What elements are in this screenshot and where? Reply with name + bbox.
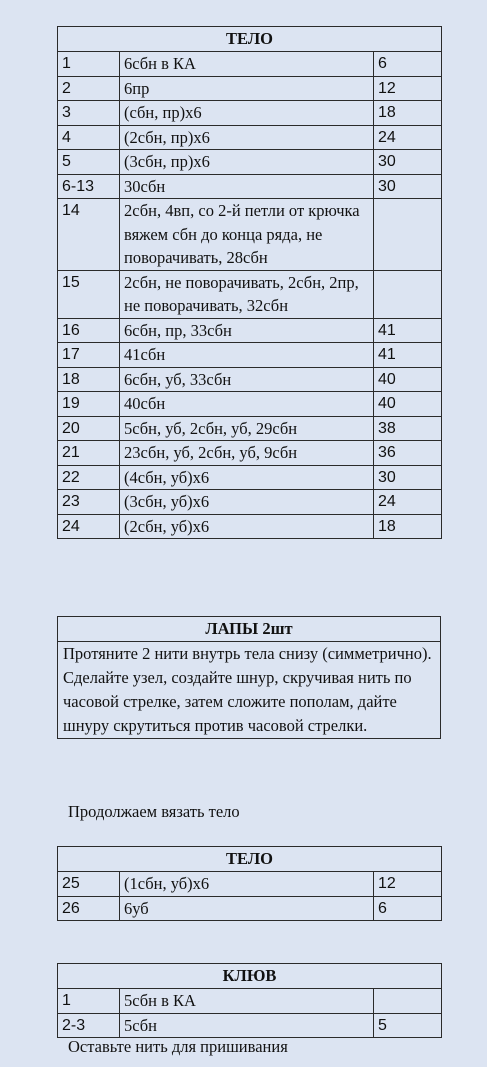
table-title: ТЕЛО [58, 847, 442, 872]
row-instruction: 6сбн, пр, 33сбн [120, 318, 374, 343]
row-number: 22 [58, 465, 120, 490]
table-row [58, 318, 442, 343]
table-row [58, 101, 442, 126]
stitch-count: 12 [374, 872, 442, 897]
table-row [58, 989, 442, 1014]
stitch-count: 30 [374, 465, 442, 490]
table-row [58, 490, 442, 515]
table-row [58, 441, 442, 466]
row-instruction: 6уб [120, 896, 374, 921]
row-instruction: (сбн, пр)х6 [120, 101, 374, 126]
paws-instructions: Протяните 2 нити внутрь тела снизу (симметрично). Сделайте узел, создайте шнур, скручивая нить по часовой стрелке, затем сложите пополам, дайте шнуру скрутиться против часовой стрелки. [58, 642, 441, 739]
row-instruction: (2сбн, уб)х6 [120, 514, 374, 539]
stitch-count: 30 [374, 150, 442, 175]
table-row [58, 199, 442, 271]
beak-table-rows [58, 989, 442, 1038]
row-instruction: 2сбн, не поворачивать, 2сбн, 2пр, не поворачивать, 32сбн [120, 270, 374, 318]
stitch-count: 24 [374, 125, 442, 150]
body-table-rows [58, 52, 442, 539]
row-instruction: 6пр [120, 76, 374, 101]
paws-table [57, 616, 441, 739]
table-row [58, 76, 442, 101]
row-number: 19 [58, 392, 120, 417]
stitch-count: 24 [374, 490, 442, 515]
stitch-count: 6 [374, 52, 442, 77]
row-number: 2-3 [58, 1013, 120, 1038]
row-number: 1 [58, 989, 120, 1014]
row-number: 24 [58, 514, 120, 539]
table-row [58, 343, 442, 368]
row-number: 1 [58, 52, 120, 77]
row-instruction: 6сбн, уб, 33сбн [120, 367, 374, 392]
row-number: 23 [58, 490, 120, 515]
row-number: 5 [58, 150, 120, 175]
stitch-count: 18 [374, 514, 442, 539]
table-row [58, 514, 442, 539]
body-continued-table [57, 846, 442, 921]
row-number: 21 [58, 441, 120, 466]
row-instruction: 5сбн [120, 1013, 374, 1038]
stitch-count: 40 [374, 367, 442, 392]
row-instruction: 23сбн, уб, 2сбн, уб, 9сбн [120, 441, 374, 466]
table-title: ЛАПЫ 2шт [58, 617, 441, 642]
row-instruction: 30сбн [120, 174, 374, 199]
table-row [58, 52, 442, 77]
row-instruction: 5сбн в КА [120, 989, 374, 1014]
stitch-count [374, 989, 442, 1014]
row-number: 14 [58, 199, 120, 271]
table-row [58, 872, 442, 897]
row-number: 4 [58, 125, 120, 150]
row-instruction: 2сбн, 4вп, со 2-й петли от крючка вяжем сбн до конца ряда, не поворачивать, 28сбн [120, 199, 374, 271]
stitch-count [374, 270, 442, 318]
stitch-count: 5 [374, 1013, 442, 1038]
row-number: 25 [58, 872, 120, 897]
stitch-count: 41 [374, 318, 442, 343]
row-number: 2 [58, 76, 120, 101]
table-row [58, 465, 442, 490]
stitch-count: 40 [374, 392, 442, 417]
stitch-count: 36 [374, 441, 442, 466]
row-number: 17 [58, 343, 120, 368]
row-instruction: 41сбн [120, 343, 374, 368]
row-instruction: (3сбн, уб)х6 [120, 490, 374, 515]
row-instruction: 6сбн в КА [120, 52, 374, 77]
table-title: КЛЮВ [58, 964, 442, 989]
row-instruction: 5сбн, уб, 2сбн, уб, 29сбн [120, 416, 374, 441]
beak-table [57, 963, 442, 1038]
table-row [58, 174, 442, 199]
row-instruction: 40сбн [120, 392, 374, 417]
stitch-count: 6 [374, 896, 442, 921]
row-number: 3 [58, 101, 120, 126]
row-instruction: (2сбн, пр)х6 [120, 125, 374, 150]
row-number: 20 [58, 416, 120, 441]
table-row [58, 270, 442, 318]
table-row [58, 896, 442, 921]
row-number: 26 [58, 896, 120, 921]
row-instruction: (1сбн, уб)х6 [120, 872, 374, 897]
stitch-count: 41 [374, 343, 442, 368]
row-number: 16 [58, 318, 120, 343]
stitch-count: 30 [374, 174, 442, 199]
body-continued-rows [58, 872, 442, 921]
body-table [57, 26, 442, 539]
end-note: Оставьте нить для пришивания [68, 1037, 288, 1056]
table-row [58, 1013, 442, 1038]
row-number: 15 [58, 270, 120, 318]
table-row [58, 150, 442, 175]
table-row [58, 392, 442, 417]
table-row [58, 416, 442, 441]
table-row [58, 367, 442, 392]
row-number: 18 [58, 367, 120, 392]
row-instruction: (3сбн, пр)х6 [120, 150, 374, 175]
stitch-count: 38 [374, 416, 442, 441]
continue-note: Продолжаем вязать тело [68, 802, 240, 821]
stitch-count: 18 [374, 101, 442, 126]
row-instruction: (4сбн, уб)х6 [120, 465, 374, 490]
stitch-count: 12 [374, 76, 442, 101]
row-number: 6-13 [58, 174, 120, 199]
table-row [58, 125, 442, 150]
stitch-count [374, 199, 442, 271]
table-title: ТЕЛО [58, 27, 442, 52]
